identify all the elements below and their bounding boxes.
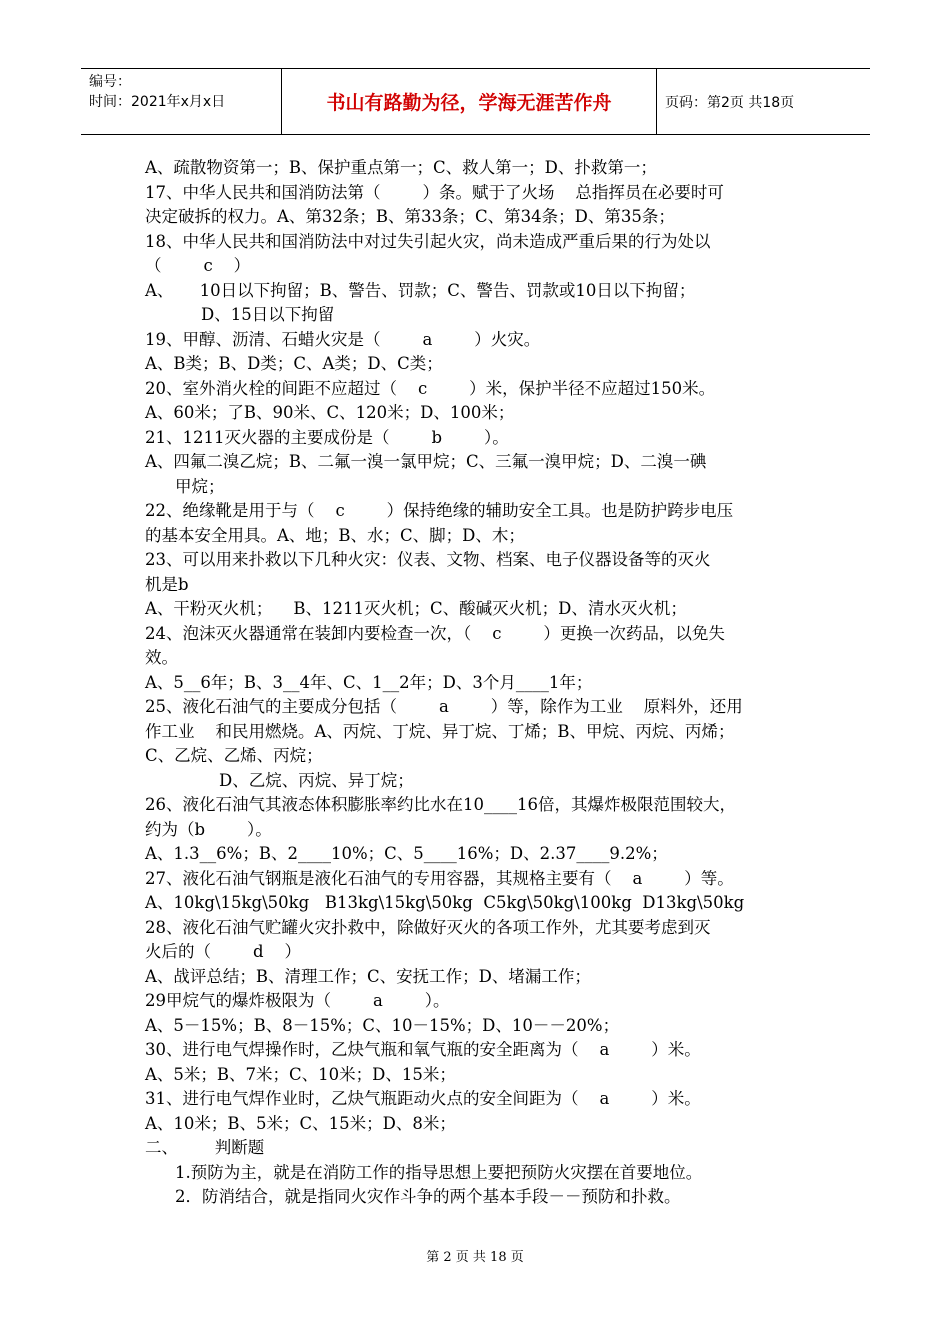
document-body bbox=[145, 156, 825, 1210]
text-line: A、疏散物资第一；B、保护重点第一；C、救人第一；D、扑救第一； bbox=[145, 158, 657, 177]
header-page-info: 页码：第2页 共18页 bbox=[665, 94, 795, 111]
text-line: 20、室外消火栓的间距不应超过（ c ）米，保护半径不应超过150米。 bbox=[145, 378, 716, 398]
date-label: 时间：2021年x月x日 bbox=[89, 94, 226, 110]
text-line: A、战评总结；B、清理工作；C、安抚工作；D、堵漏工作； bbox=[145, 966, 591, 986]
text-line: D、乙烷、丙烷、异丁烷； bbox=[219, 770, 414, 790]
text-line: 的基本安全用具。A、地；B、水；C、脚；D、木； bbox=[145, 525, 525, 545]
text-line: 30、进行电气焊操作时，乙炔气瓶和氧气瓶的安全距离为（ a ）米。 bbox=[145, 1040, 701, 1059]
text-line: （ c ） bbox=[145, 256, 251, 275]
text-line: 机是b bbox=[145, 574, 189, 594]
text-line: A、四氟二溴乙烷；B、二氟一溴一氯甲烷；C、三氟一溴甲烷；D、二溴一碘 bbox=[145, 452, 707, 471]
text-line: D、15日以下拘留 bbox=[201, 305, 335, 324]
text-line: A、10米；B、5米；C、15米；D、8米； bbox=[145, 1113, 456, 1133]
text-line: 甲烷； bbox=[175, 476, 225, 496]
text-line: C、乙烷、乙烯、丙烷； bbox=[145, 746, 323, 765]
text-line: 29甲烷气的爆炸极限为（ a ）。 bbox=[145, 991, 450, 1010]
text-line: 31、进行电气焊作业时，乙炔气瓶距动火点的安全间距为（ a ）米。 bbox=[145, 1089, 701, 1108]
header-meta bbox=[81, 69, 282, 134]
text-line: 23、可以用来扑救以下几种火灾：仪表、文物、档案、电子仪器设备等的灭火 bbox=[145, 550, 711, 569]
text-line: 25、液化石油气的主要成分包括（ a ）等，除作为工业 原料外，还用 bbox=[145, 697, 743, 716]
header-motto: 书山有路勤为径，学海无涯苦作舟 bbox=[282, 69, 657, 134]
text-line: 1.预防为主，就是在消防工作的指导思想上要把预防火灾摆在首要地位。 bbox=[175, 1162, 703, 1182]
text-line: 19、甲醇、沥清、石蜡火灾是（ a ）火灾。 bbox=[145, 329, 541, 349]
text-line: A、5－15%；B、8－15%；C、10－15%；D、10－－20%； bbox=[145, 1015, 620, 1035]
text-line: 24、泡沫灭火器通常在装卸内要检查一次，（ c ）更换一次药品，以免失 bbox=[145, 623, 725, 643]
text-line: 27、液化石油气钢瓶是液化石油气的专用容器，其规格主要有（ a ）等。 bbox=[145, 868, 734, 888]
text-line: A、10kg\15kg\50kg B13kg\15kg\50kg C5kg\50kg\100kg D13kg\50kg bbox=[145, 893, 745, 912]
text-line: 18、中华人民共和国消防法中对过失引起火灾，尚未造成严重后果的行为处以 bbox=[145, 231, 711, 251]
text-line: 26、液化石油气其液态体积膨胀率约比水在10____16倍，其爆炸极限范围较大， bbox=[145, 795, 736, 814]
page-footer: 第 2 页 共 18 页 bbox=[426, 1250, 524, 1265]
text-line: 效。 bbox=[145, 648, 178, 667]
text-line: 17、中华人民共和国消防法第（ ）条。赋于了火场 总指挥员在必要时可 bbox=[145, 182, 724, 202]
text-line: A、5米；B、7米；C、10米；D、15米； bbox=[145, 1064, 456, 1084]
text-line: 作工业 和民用燃烧。A、丙烷、丁烷、异丁烷、丁烯；B、甲烷、丙烷、丙烯； bbox=[145, 721, 735, 741]
number-label: 编号： bbox=[89, 74, 131, 90]
text-line: 火后的（ d ） bbox=[145, 942, 302, 961]
section-heading: 二、 判断题 bbox=[145, 1138, 265, 1157]
text-line: 21、1211灭火器的主要成份是（ b ）。 bbox=[145, 427, 509, 447]
text-line: 22、绝缘靴是用于与（ c ）保持绝缘的辅助安全工具。也是防护跨步电压 bbox=[145, 501, 734, 520]
text-line: A、干粉灭火机； B、1211灭火机；C、酸碱灭火机；D、清水灭火机； bbox=[145, 599, 687, 618]
page-header bbox=[81, 68, 870, 135]
text-line: A、5__6年；B、3__4年、C、1__2年；D、3个月____1年； bbox=[145, 672, 593, 692]
text-line: A、1.3__6%；B、2____10%；C、5____16%；D、2.37____9.2%； bbox=[145, 844, 668, 863]
text-line: 28、液化石油气贮罐火灾扑救中，除做好灭火的各项工作外，尤其要考虑到灭 bbox=[145, 917, 711, 937]
text-line: 2．防消结合，就是指同火灾作斗争的两个基本手段－－预防和扑救。 bbox=[175, 1187, 681, 1206]
text-line: 约为（b ）。 bbox=[145, 819, 272, 839]
text-line: A、 10日以下拘留；B、警告、罚款；C、警告、罚款或10日以下拘留； bbox=[145, 280, 696, 300]
text-line: A、60米；了B、90米、C、120米；D、100米； bbox=[145, 403, 515, 422]
text-line: A、B类；B、D类；C、A类；D、C类； bbox=[145, 354, 443, 373]
text-line: 决定破拆的权力。A、第32条；B、第33条；C、第34条；D、第35条； bbox=[145, 207, 675, 226]
